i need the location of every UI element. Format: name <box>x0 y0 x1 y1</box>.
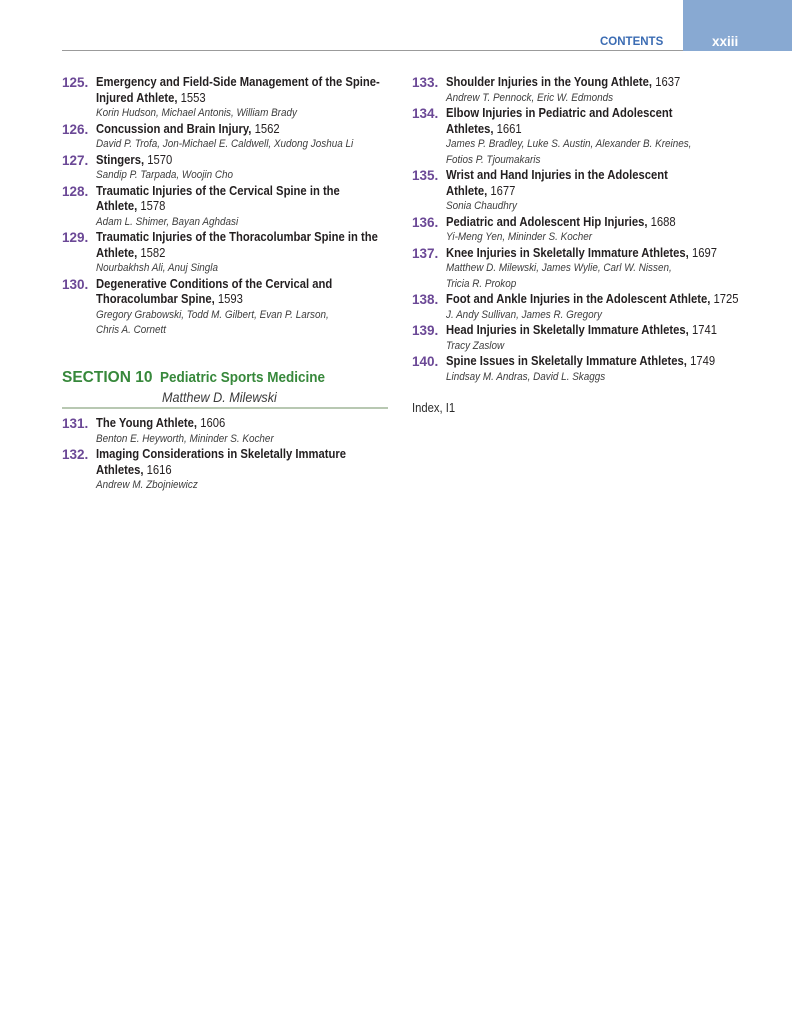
toc-entry <box>412 292 782 323</box>
chapter-page: 1637 <box>655 75 681 90</box>
chapter-number: 137. <box>412 245 439 261</box>
chapter-title-line <box>446 354 748 370</box>
chapter-title: Traumatic Injuries of the Cervical Spine in the Athlete, <box>96 183 340 214</box>
toc-entry <box>412 246 782 293</box>
chapter-title-line <box>96 447 359 478</box>
chapter-title-line <box>446 246 748 262</box>
chapter-title: Concussion and Brain Injury, <box>96 121 252 136</box>
chapter-page: 1593 <box>217 292 243 307</box>
chapter-title: Head Injuries in Skeletally Immature Athletes, <box>446 323 689 338</box>
toc-entry <box>62 230 388 277</box>
chapter-authors: Gregory Grabowski, Todd M. Gilbert, Evan P. Larson, Chris A. Cornett <box>96 308 329 337</box>
page-number-tab <box>683 0 792 51</box>
chapter-number: 132. <box>62 447 89 463</box>
toc-entry <box>412 323 782 354</box>
chapter-title: The Young Athlete, <box>96 416 198 431</box>
toc-entry <box>62 416 388 447</box>
chapter-title-line <box>96 153 359 169</box>
chapter-title: Spine Issues in Skeletally Immature Athletes, <box>446 354 687 369</box>
chapter-title: Foot and Ankle Injuries in the Adolescent Athlete, <box>446 292 711 307</box>
chapter-title-line <box>96 184 359 215</box>
chapter-page: 1677 <box>490 183 516 198</box>
chapter-title-line <box>446 292 748 308</box>
chapter-page: 1562 <box>254 121 280 136</box>
toc-entry <box>412 354 782 385</box>
chapter-authors: Andrew M. Zbojniewicz <box>96 479 198 492</box>
chapter-title: Degenerative Conditions of the Cervical and Thoracolumbar Spine, <box>96 276 333 307</box>
chapter-page: 1749 <box>690 354 716 369</box>
toc-entry <box>62 447 388 494</box>
chapter-authors: David P. Trofa, Jon-Michael E. Caldwell, Xudong Joshua Li <box>96 138 354 151</box>
chapter-page: 1553 <box>180 90 206 105</box>
chapter-number: 134. <box>412 106 439 122</box>
chapter-authors: Andrew T. Pennock, Eric W. Edmonds <box>446 91 614 104</box>
chapter-title-line <box>96 416 359 432</box>
chapter-page: 1616 <box>146 462 172 477</box>
chapter-authors: Nourbakhsh Ali, Anuj Singla <box>96 262 218 275</box>
chapter-title-line <box>446 215 748 231</box>
toc-entry <box>412 106 782 168</box>
chapter-title: Wrist and Hand Injuries in the Adolescent Athlete, <box>446 168 668 198</box>
chapter-title-line <box>96 277 359 308</box>
running-header-title: CONTENTS <box>600 36 664 48</box>
chapter-title-line <box>446 323 748 339</box>
chapter-number: 135. <box>412 168 439 184</box>
chapter-authors: James P. Bradley, Luke S. Austin, Alexander B. Kreines, Fotios P. Tjoumakaris <box>446 138 692 166</box>
chapter-authors: Sandip P. Tarpada, Woojin Cho <box>96 169 234 182</box>
chapter-number: 136. <box>412 214 439 230</box>
chapter-number: 131. <box>62 416 89 432</box>
toc-entry <box>412 168 782 215</box>
toc-entry <box>62 122 388 153</box>
section-editor: Matthew D. Milewski <box>162 389 277 405</box>
toc-entry <box>412 75 782 106</box>
chapter-number: 138. <box>412 292 439 308</box>
chapter-page: 1578 <box>140 199 166 214</box>
chapter-title: Shoulder Injuries in the Young Athlete, <box>446 75 653 90</box>
toc-entry <box>62 153 388 184</box>
chapter-title: Pediatric and Adolescent Hip Injuries, <box>446 214 648 229</box>
index-entry: Index, I1 <box>412 401 456 416</box>
chapter-number: 127. <box>62 152 89 168</box>
chapter-title: Emergency and Field-Side Management of the Spine- Injured Athlete, <box>96 75 380 105</box>
section-title: Pediatric Sports Medicine <box>160 369 326 386</box>
chapter-page: 1606 <box>200 416 226 431</box>
chapter-page: 1570 <box>147 152 173 167</box>
chapter-authors: J. Andy Sullivan, James R. Gregory <box>446 308 602 321</box>
right-column <box>412 75 782 417</box>
chapter-authors: Benton E. Heyworth, Mininder S. Kocher <box>96 432 274 445</box>
chapter-authors: Matthew D. Milewski, James Wylie, Carl W. Nissen, Tricia R. Prokop <box>446 262 672 290</box>
chapter-number: 128. <box>62 183 89 199</box>
chapter-authors: Yi-Meng Yen, Mininder S. Kocher <box>446 231 593 244</box>
left-column <box>62 75 388 339</box>
chapter-page: 1661 <box>496 121 522 136</box>
chapter-page: 1741 <box>691 323 717 338</box>
chapter-title-line <box>96 230 378 261</box>
section-entries <box>62 416 388 494</box>
page-number: xxiii <box>712 34 739 49</box>
chapter-title: Elbow Injuries in Pediatric and Adolescent Athletes, <box>446 106 673 136</box>
header-rule <box>62 50 683 51</box>
chapter-title: Imaging Considerations in Skeletally Immature Athletes, <box>96 447 347 477</box>
section-rule <box>62 407 388 409</box>
chapter-number: 139. <box>412 323 439 339</box>
chapter-number: 140. <box>412 354 439 370</box>
chapter-authors: Korin Hudson, Michael Antonis, William Brady <box>96 107 297 120</box>
chapter-title-line <box>446 168 748 199</box>
chapter-number: 130. <box>62 276 89 292</box>
chapter-number: 129. <box>62 230 89 246</box>
chapter-title-line <box>96 122 359 138</box>
chapter-authors: Sonia Chaudhry <box>446 200 518 213</box>
toc-entry <box>62 184 388 231</box>
chapter-authors: Adam L. Shimer, Bayan Aghdasi <box>96 215 239 228</box>
chapter-number: 126. <box>62 121 89 137</box>
toc-entry <box>62 75 388 122</box>
chapter-authors: Tracy Zaslow <box>446 339 505 352</box>
toc-entry <box>62 277 388 339</box>
chapter-page: 1725 <box>713 292 739 307</box>
chapter-page: 1582 <box>140 245 166 260</box>
chapter-number: 133. <box>412 75 439 91</box>
chapter-title-line <box>96 75 380 106</box>
chapter-title: Traumatic Injuries of the Thoracolumbar Spine in the Athlete, <box>96 230 378 260</box>
chapter-authors: Lindsay M. Andras, David L. Skaggs <box>446 370 606 383</box>
chapter-title: Knee Injuries in Skeletally Immature Athletes, <box>446 245 689 260</box>
chapter-page: 1688 <box>650 214 676 229</box>
chapter-number: 125. <box>62 75 89 91</box>
section-heading <box>62 368 344 388</box>
chapter-page: 1697 <box>691 245 717 260</box>
section-label: SECTION 10 <box>62 369 153 386</box>
chapter-title-line <box>446 75 748 91</box>
chapter-title: Stingers, <box>96 152 145 167</box>
toc-entry <box>412 215 782 246</box>
chapter-title-line <box>446 106 748 137</box>
